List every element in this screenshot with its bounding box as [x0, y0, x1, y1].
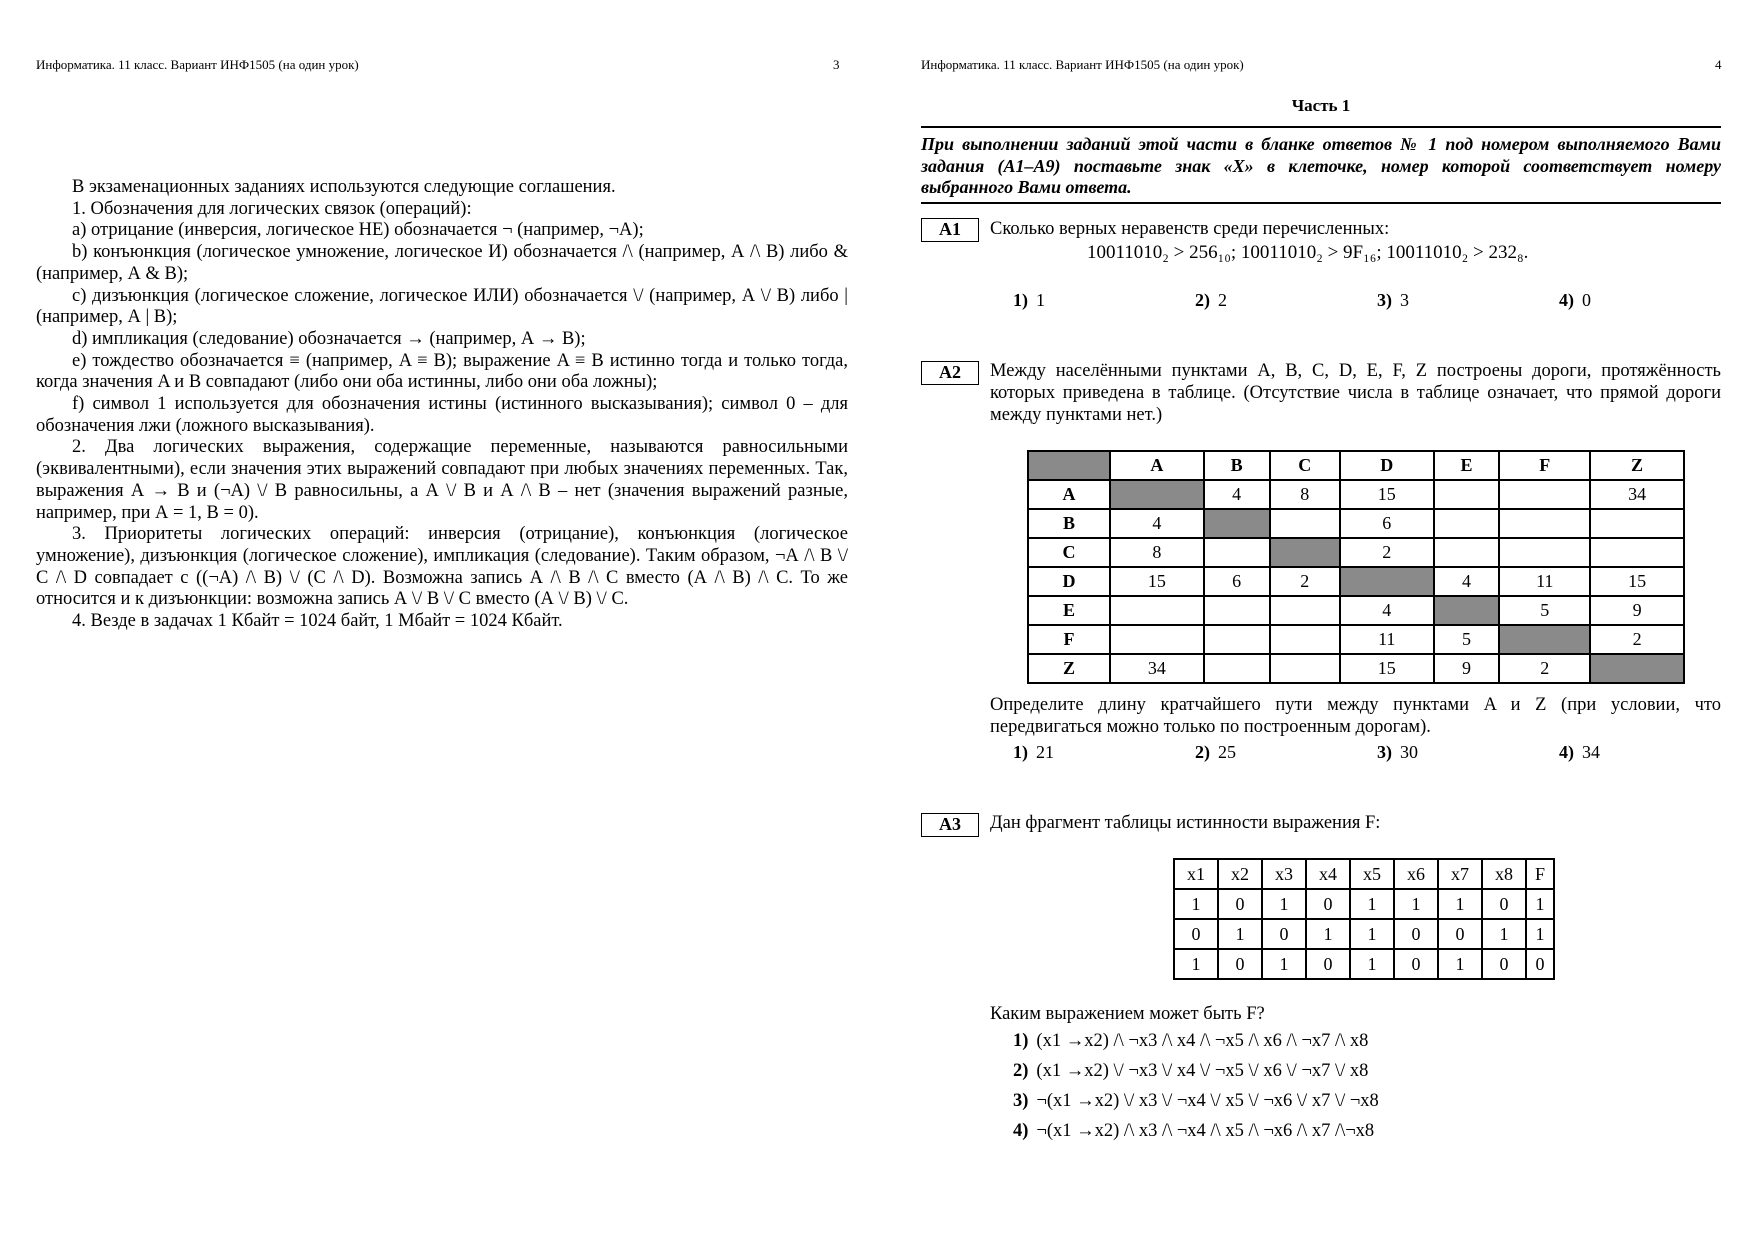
column-header: x8 — [1482, 859, 1526, 889]
table-cell: 2 — [1590, 625, 1684, 654]
row-header: A — [1028, 480, 1110, 509]
intro-paragraph: 4. Везде в задачах 1 Кбайт = 1024 байт, 1 Мбайт = 1024 Кбайт. — [72, 611, 563, 632]
row-header: F — [1028, 625, 1110, 654]
answer-option: 4) 34 — [1559, 742, 1600, 762]
table-cell: 4 — [1434, 567, 1500, 596]
table-cell — [1270, 654, 1340, 683]
table-cell: 0 — [1218, 889, 1262, 919]
table-cell: 6 — [1340, 509, 1434, 538]
table-cell: 0 — [1526, 949, 1554, 979]
table-cell: 1 — [1526, 919, 1554, 949]
answer-option: 1) 1 — [1013, 290, 1045, 310]
page-header: Информатика. 11 класс. Вариант ИНФ1505 (на один урок) — [921, 57, 1244, 72]
table-row — [1028, 596, 1684, 625]
divider — [921, 126, 1721, 128]
table-cell — [1499, 480, 1590, 509]
answer-option: 2) 25 — [1195, 742, 1236, 762]
table-row — [1174, 919, 1554, 949]
answer-option: 1) (x1 →x2) /\ ¬x3 /\ x4 /\ ¬x5 /\ x6 /\ ¬x7 /\ x8 — [1013, 1031, 1369, 1051]
table-cell — [1270, 625, 1340, 654]
table-cell: 8 — [1270, 480, 1340, 509]
table-row — [1028, 480, 1684, 509]
table-cell: 1 — [1482, 919, 1526, 949]
column-header: F — [1526, 859, 1554, 889]
column-header: B — [1204, 451, 1270, 480]
table-cell: 2 — [1499, 654, 1590, 683]
intro-paragraph: 2. Два логических выражения, содержащие переменные, называются равносильными (эквивалентными), если значения этих выражений совпадают при любых значениях переменных. Так, выражения А → В и (¬А) \/ В равносильны, а А \/ В и А /\ В – нет (значения выражений разные, например, при А = 1, В = 0). — [36, 437, 848, 523]
table-cell: 1 — [1306, 919, 1350, 949]
answer-option: 4) ¬(x1 →x2) /\ x3 /\ ¬x4 /\ x5 /\ ¬x6 /\ x7 /\¬x8 — [1013, 1121, 1375, 1141]
table-cell: 0 — [1482, 949, 1526, 979]
truth-table — [1173, 858, 1555, 980]
roads-table — [1027, 450, 1685, 684]
table-cell — [1434, 596, 1500, 625]
intro-paragraph: c) дизъюнкция (логическое сложение, логическое ИЛИ) обозначается \/ (например, А \/ В) либо | (например, А | В); — [36, 285, 848, 328]
right-page — [877, 0, 1754, 1239]
page-header: Информатика. 11 класс. Вариант ИНФ1505 (на один урок) — [36, 57, 359, 72]
question-a1-text: Сколько верных неравенств среди перечисленных: — [990, 219, 1390, 239]
row-header: E — [1028, 596, 1110, 625]
table-cell — [1204, 596, 1270, 625]
table-cell: 4 — [1340, 596, 1434, 625]
answer-option: 3) 3 — [1377, 290, 1409, 310]
table-cell: 34 — [1110, 654, 1204, 683]
question-a3-text: Дан фрагмент таблицы истинности выражения F: — [990, 813, 1381, 833]
table-cell — [1204, 625, 1270, 654]
column-header: Z — [1590, 451, 1684, 480]
table-cell — [1204, 538, 1270, 567]
intro-paragraph: b) конъюнкция (логическое умножение, логическое И) обозначается /\ (например, А /\ В) либо & (например, А & В); — [36, 242, 848, 284]
column-header: F — [1499, 451, 1590, 480]
table-cell: 5 — [1499, 596, 1590, 625]
intro-paragraph: В экзаменационных заданиях используются следующие соглашения. — [72, 177, 616, 197]
column-header: x7 — [1438, 859, 1482, 889]
table-cell — [1270, 538, 1340, 567]
table-cell: 0 — [1218, 949, 1262, 979]
table-cell: 0 — [1306, 949, 1350, 979]
table-cell — [1590, 538, 1684, 567]
question-a2-text: Между населёнными пунктами A, B, C, D, E, F, Z построены дороги, протяжённость которых приведена в таблице. (Отсутствие числа в таблице означает, что прямой дороги между пунктами нет.) — [990, 361, 1721, 425]
table-cell — [1270, 596, 1340, 625]
table-cell: 2 — [1340, 538, 1434, 567]
answer-option: 2) (x1 →x2) \/ ¬x3 \/ x4 \/ ¬x5 \/ x6 \/ ¬x7 \/ x8 — [1013, 1061, 1369, 1081]
table-cell: 11 — [1340, 625, 1434, 654]
table-cell: 1 — [1394, 889, 1438, 919]
table-cell: 15 — [1340, 480, 1434, 509]
column-header: x6 — [1394, 859, 1438, 889]
table-cell — [1204, 654, 1270, 683]
table-cell: 15 — [1340, 654, 1434, 683]
table-cell — [1270, 509, 1340, 538]
column-header: E — [1434, 451, 1500, 480]
table-cell — [1499, 625, 1590, 654]
table-row — [1028, 538, 1684, 567]
table-cell: 1 — [1218, 919, 1262, 949]
table-cell — [1340, 567, 1434, 596]
question-label-a1: А1 — [921, 218, 979, 242]
table-cell — [1110, 596, 1204, 625]
table-cell: 1 — [1174, 949, 1218, 979]
answer-option: 1) 21 — [1013, 742, 1054, 762]
table-cell: 15 — [1590, 567, 1684, 596]
table-cell — [1499, 538, 1590, 567]
intro-paragraph: 1. Обозначения для логических связок (операций): — [72, 198, 472, 219]
table-cell: 34 — [1590, 480, 1684, 509]
table-cell: 15 — [1110, 567, 1204, 596]
table-cell — [1434, 538, 1500, 567]
table-cell — [1434, 509, 1500, 538]
table-cell: 1 — [1174, 889, 1218, 919]
table-cell — [1590, 654, 1684, 683]
table-cell: 0 — [1394, 919, 1438, 949]
table-cell: 0 — [1262, 919, 1306, 949]
table-cell — [1434, 480, 1500, 509]
row-header: B — [1028, 509, 1110, 538]
question-label-a2: А2 — [921, 361, 979, 385]
intro-paragraph: d) импликация (следование) обозначается → (например, А → В); — [72, 328, 586, 349]
intro-paragraph: a) отрицание (инверсия, логическое НЕ) обозначается ¬ (например, ¬А); — [72, 220, 644, 241]
table-row — [1028, 567, 1684, 596]
question-label-a3: А3 — [921, 813, 979, 837]
row-header: Z — [1028, 654, 1110, 683]
table-row — [1028, 625, 1684, 654]
table-row — [1028, 509, 1684, 538]
table-cell: 9 — [1434, 654, 1500, 683]
instructions: При выполнении заданий этой части в бланке ответов № 1 под номером выполняемого Вами задания (А1–А9) поставьте знак «Х» в клеточке, номер которой соответствует номеру выбранного Вами ответа. — [921, 134, 1721, 197]
conventions-text — [36, 177, 848, 633]
page-number: 4 — [1715, 57, 1722, 72]
row-header: D — [1028, 567, 1110, 596]
table-cell: 1 — [1438, 949, 1482, 979]
row-header: C — [1028, 538, 1110, 567]
table-cell — [1590, 509, 1684, 538]
column-header: x5 — [1350, 859, 1394, 889]
table-cell: 1 — [1350, 889, 1394, 919]
table-cell: 1 — [1526, 889, 1554, 919]
column-header: D — [1340, 451, 1434, 480]
answer-option: 4) 0 — [1559, 290, 1591, 310]
table-cell — [1110, 625, 1204, 654]
column-header: A — [1110, 451, 1204, 480]
table-cell: 9 — [1590, 596, 1684, 625]
column-header: C — [1270, 451, 1340, 480]
table-cell — [1110, 480, 1204, 509]
intro-paragraph: 3. Приоритеты логических операций: инверсия (отрицание), конъюнкция (логическое умножение), дизъюнкция (логическое сложение), импликация (следование). Таким образом, ¬А /\ В \/ С /\ D совпадает с ((¬А) /\ В) \/ (С /\ D). Возможна запись А /\ В /\ С вместо (А /\ В) /\ С. То же относится и к дизъюнкции: возможна запись А \/ В \/ С вместо (А \/ В) \/ С. — [36, 524, 848, 610]
table-cell: 0 — [1394, 949, 1438, 979]
question-a2-prompt: Определите длину кратчайшего пути между пунктами A и Z (при условии, что передвигаться можно только по построенным дорогам). — [990, 695, 1721, 737]
table-row — [1028, 654, 1684, 683]
table-cell: 8 — [1110, 538, 1204, 567]
table-cell: 1 — [1262, 949, 1306, 979]
table-cell: 4 — [1110, 509, 1204, 538]
table-header-row — [1174, 859, 1554, 889]
answer-option: 3) 30 — [1377, 742, 1418, 762]
table-row — [1174, 949, 1554, 979]
column-header: x4 — [1306, 859, 1350, 889]
table-cell: 5 — [1434, 625, 1500, 654]
table-cell: 0 — [1482, 889, 1526, 919]
answer-option: 2) 2 — [1195, 290, 1227, 310]
table-cell — [1204, 509, 1270, 538]
part-title: Часть 1 — [1291, 96, 1351, 115]
answer-option: 3) ¬(x1 →x2) \/ x3 \/ ¬x4 \/ x5 \/ ¬x6 \/ x7 \/ ¬x8 — [1013, 1091, 1379, 1111]
divider — [921, 202, 1721, 204]
table-row — [1174, 889, 1554, 919]
table-cell — [1499, 509, 1590, 538]
table-cell: 0 — [1438, 919, 1482, 949]
table-header-row — [1028, 451, 1684, 480]
table-cell: 2 — [1270, 567, 1340, 596]
table-cell: 1 — [1350, 949, 1394, 979]
table-cell: 4 — [1204, 480, 1270, 509]
column-header: x2 — [1218, 859, 1262, 889]
page-number: 3 — [833, 57, 840, 72]
table-cell: 1 — [1350, 919, 1394, 949]
table-cell: 0 — [1306, 889, 1350, 919]
intro-paragraph: f) символ 1 используется для обозначения истины (истинного высказывания); символ 0 – для обозначения лжи (ложного высказывания). — [36, 394, 848, 436]
inequalities: 10011010₂ > 256₁₀; 10011010₂ > 9F₁₆; 10011010₂ > 232₈. — [1087, 242, 1529, 263]
table-cell: 6 — [1204, 567, 1270, 596]
column-header: x1 — [1174, 859, 1218, 889]
table-cell: 11 — [1499, 567, 1590, 596]
table-cell: 0 — [1174, 919, 1218, 949]
table-cell: 1 — [1438, 889, 1482, 919]
corner-cell — [1028, 451, 1110, 480]
intro-paragraph: e) тождество обозначается ≡ (например, A ≡ B); выражение A ≡ B истинно тогда и только тогда, когда значения A и B совпадают (либо они оба истинны, либо они оба ложны); — [36, 350, 848, 393]
column-header: x3 — [1262, 859, 1306, 889]
table-cell: 1 — [1262, 889, 1306, 919]
question-a3-prompt: Каким выражением может быть F? — [990, 1004, 1265, 1024]
